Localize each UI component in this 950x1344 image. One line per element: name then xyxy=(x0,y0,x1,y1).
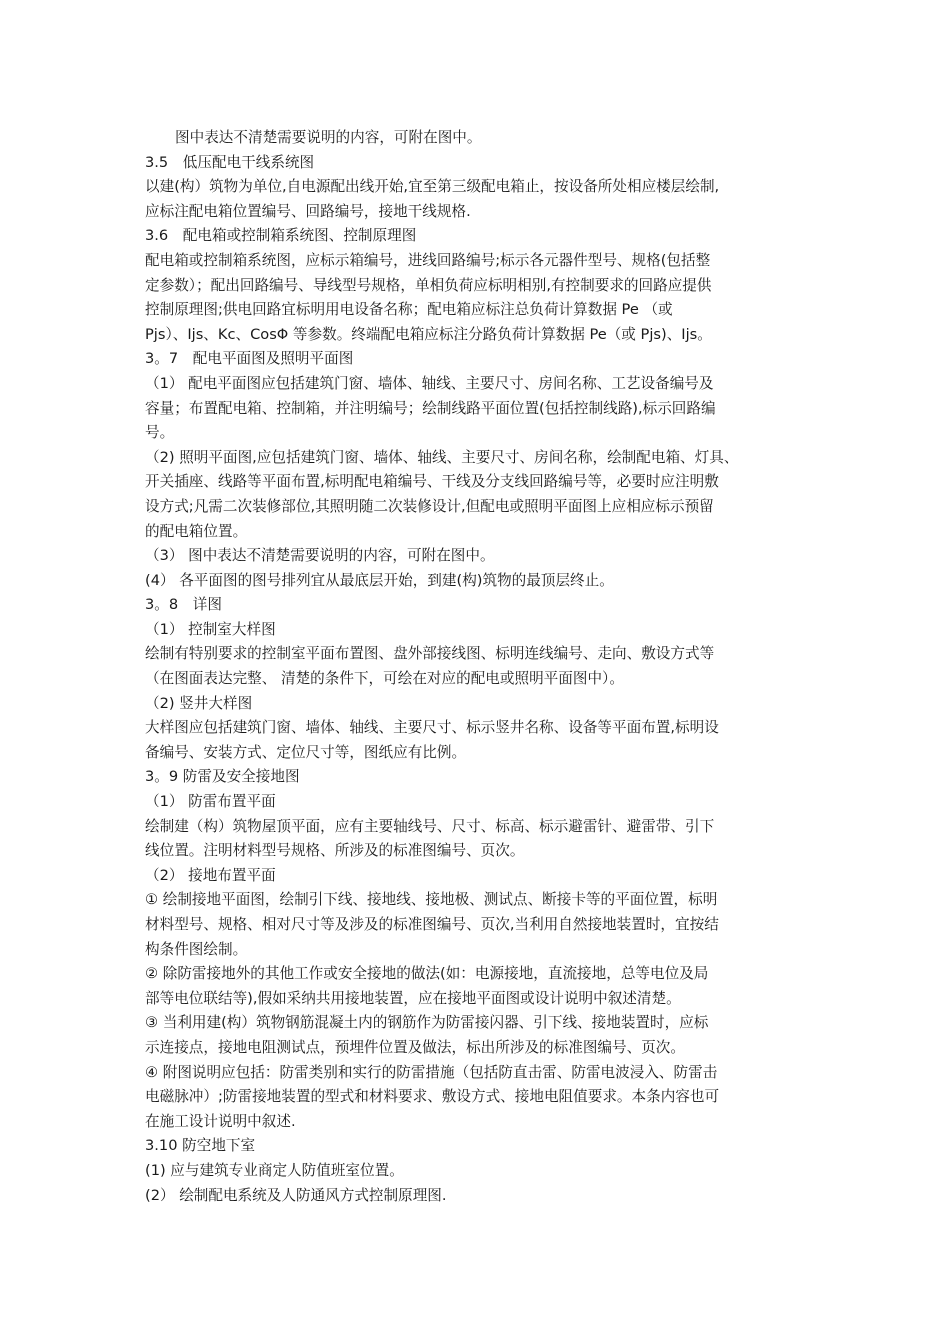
section-heading: 3。9 防雷及安全接地图 xyxy=(145,768,300,786)
paragraph-line: 定参数）；配出回路编号、导线型号规格，单相负荷应标明相别,有控制要求的回路应提供 xyxy=(145,276,712,294)
paragraph-line: 以建(构）筑物为单位,自电源配出线开始,宜至第三级配电箱止，按设备所处相应楼层绘制, xyxy=(145,178,720,196)
paragraph-line: 在施工设计说明中叙述. xyxy=(145,1112,296,1130)
subsection-heading: （1） 控制室大样图 xyxy=(145,620,276,638)
paragraph-line: 开关插座、线路等平面布置,标明配电箱编号、干线及分支线回路编号等，必要时应注明敷 xyxy=(145,473,719,491)
paragraph-line: ④ 附图说明应包括：防雷类别和实行的防雷措施（包括防直击雷、防雷电波浸入、防雷击 xyxy=(145,1063,718,1081)
paragraph-line: （2) 照明平面图,应包括建筑门窗、墙体、轴线、主要尺寸、房间名称，绘制配电箱、灯具、 xyxy=(145,448,739,466)
section-heading: 3。8 详图 xyxy=(145,596,222,614)
paragraph-line: 电磁脉冲）;防雷接地装置的型式和材料要求、敷设方式、接地电阻值要求。本条内容也可 xyxy=(145,1088,720,1106)
document-body xyxy=(145,126,825,1208)
paragraph-line: 号。 xyxy=(145,424,175,442)
paragraph-line: 绘制有特别要求的控制室平面布置图、盘外部接线图、标明连线编号、走向、敷设方式等 xyxy=(145,645,715,663)
paragraph-line: 设方式;凡需二次装修部位,其照明随二次装修设计,但配电或照明平面图上应相应标示预留 xyxy=(145,497,714,515)
paragraph-line: ② 除防雷接地外的其他工作或安全接地的做法(如：电源接地，直流接地，总等电位及局 xyxy=(145,965,709,983)
subsection-heading: （2） 接地布置平面 xyxy=(145,866,276,884)
paragraph-line: 线位置。注明材料型号规格、所涉及的标准图编号、页次。 xyxy=(145,842,525,860)
paragraph-line: ③ 当利用建(构）筑物钢筋混凝土内的钢筋作为防雷接闪器、引下线、接地装置时，应标 xyxy=(145,1014,709,1032)
paragraph-line: 绘制建（构）筑物屋顶平面，应有主要轴线号、尺寸、标高、标示避雷针、避雷带、引下 xyxy=(145,817,715,835)
paragraph-line: 材料型号、规格、相对尺寸等及涉及的标准图编号、页次,当利用自然接地装置时，宜按结 xyxy=(145,916,719,933)
paragraph-line: 备编号、安装方式、定位尺寸等，图纸应有比例。 xyxy=(145,743,467,761)
section-heading: 3.10 防空地下室 xyxy=(145,1137,256,1155)
paragraph-line: （在图面表达完整、 清楚的条件下，可绘在对应的配电或照明平面图中）。 xyxy=(145,670,624,688)
paragraph-line: 示连接点，接地电阻测试点，预埋件位置及做法，标出所涉及的标准图编号、页次。 xyxy=(145,1038,685,1056)
paragraph-line: 大样图应包括建筑门窗、墙体、轴线、主要尺寸、标示竖井名称、设备等平面布置,标明设 xyxy=(145,719,719,737)
paragraph-line: 容量；布置配电箱、控制箱，并注明编号；绘制线路平面位置(包括控制线路),标示回路编 xyxy=(145,399,716,417)
paragraph-line: 控制原理图;供电回路宜标明用电设备名称；配电箱应标注总负荷计算数据 Pe （或 xyxy=(145,301,673,319)
paragraph-line: 部等电位联结等),假如采纳共用接地装置，应在接地平面图或设计说明中叙述清楚。 xyxy=(145,989,681,1007)
paragraph-line: ① 绘制接地平面图，绘制引下线、接地线、接地极、测试点、断接卡等的平面位置，标明 xyxy=(145,891,718,909)
paragraph-line: （3） 图中表达不清楚需要说明的内容，可附在图中。 xyxy=(145,547,495,565)
paragraph-line: 图中表达不清楚需要说明的内容，可附在图中。 xyxy=(175,129,482,146)
paragraph-line: (4） 各平面图的图号排列宜从最底层开始，到建(构)筑物的最顶层终止。 xyxy=(145,571,614,589)
paragraph-line: 构条件图绘制。 xyxy=(145,940,248,958)
section-heading: 3.5 低压配电干线系统图 xyxy=(145,153,315,171)
paragraph-line: （1） 配电平面图应包括建筑门窗、墙体、轴线、主要尺寸、房间名称、工艺设备编号及 xyxy=(145,374,714,392)
paragraph-line: (2） 绘制配电系统及人防通风方式控制原理图. xyxy=(145,1186,447,1204)
subsection-heading: （1） 防雷布置平面 xyxy=(145,793,276,811)
paragraph-line: 的配电箱位置。 xyxy=(145,522,248,540)
paragraph-line: 应标注配电箱位置编号、回路编号，接地干线规格. xyxy=(145,202,471,220)
section-heading: 3.6 配电箱或控制箱系统图、控制原理图 xyxy=(145,227,417,245)
subsection-heading: （2) 竖井大样图 xyxy=(145,694,253,712)
paragraph-line: 配电箱或控制箱系统图，应标示箱编号，进线回路编号;标示各元器件型号、规格(包括整 xyxy=(145,251,711,269)
paragraph-line: Pjs）、Ijs、Kc、CosΦ 等参数。终端配电箱应标注分路负荷计算数据 Pe（或 Pjs)、Ijs。 xyxy=(145,325,712,343)
section-heading: 3。7 配电平面图及照明平面图 xyxy=(145,350,354,368)
paragraph-line: (1) 应与建筑专业商定人防值班室位置。 xyxy=(145,1161,404,1179)
